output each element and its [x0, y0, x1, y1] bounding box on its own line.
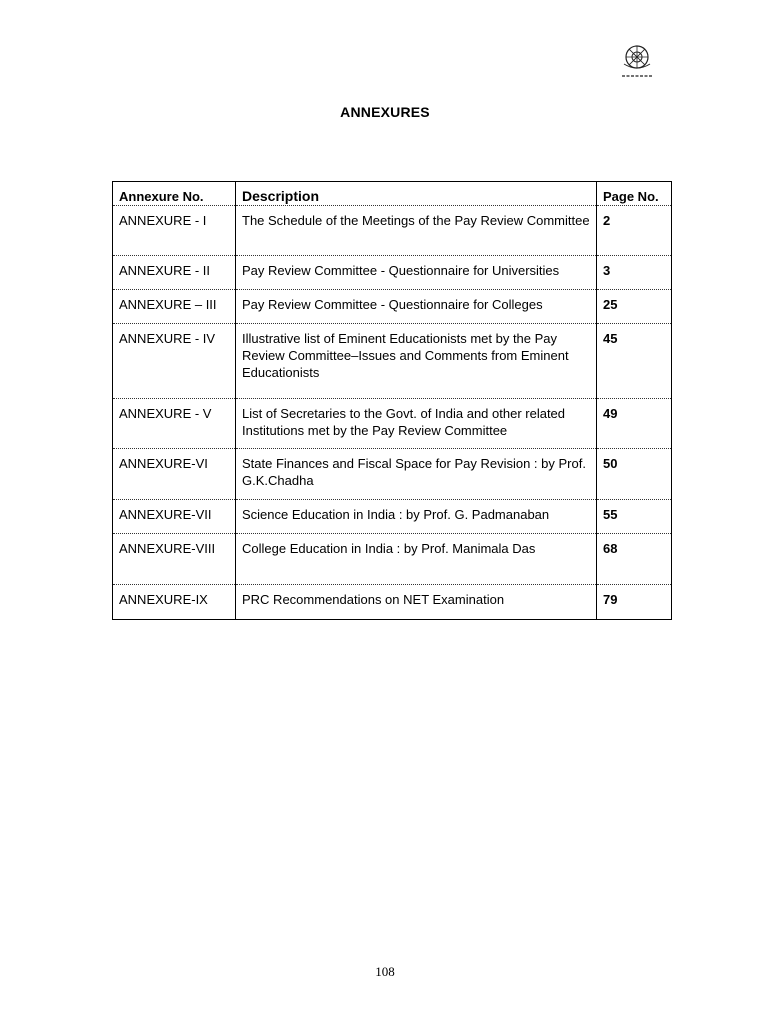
- header-page-no: Page No.: [597, 182, 672, 206]
- annexure-cell: ANNEXURE-IX: [113, 585, 236, 620]
- description-cell: College Education in India : by Prof. Manimala Das: [236, 534, 597, 585]
- table-row: [113, 500, 672, 534]
- table-row: [113, 534, 672, 585]
- table-row: [113, 324, 672, 399]
- description-cell: State Finances and Fiscal Space for Pay Revision : by Prof. G.K.Chadha: [236, 449, 597, 500]
- page-cell: 2: [597, 206, 672, 256]
- description-cell: List of Secretaries to the Govt. of India and other related Institutions met by the Pay Review Committee: [236, 399, 597, 449]
- table-row: [113, 399, 672, 449]
- description-cell: Illustrative list of Eminent Educationists met by the Pay Review Committee–Issues and Comments from Eminent Educationists: [236, 324, 597, 399]
- description-cell: Science Education in India : by Prof. G. Padmanaban: [236, 500, 597, 534]
- header-description: Description: [236, 182, 597, 206]
- annexure-cell: ANNEXURE - I: [113, 206, 236, 256]
- annexure-cell: ANNEXURE-VIII: [113, 534, 236, 585]
- description-cell: PRC Recommendations on NET Examination: [236, 585, 597, 620]
- annexure-cell: ANNEXURE - II: [113, 256, 236, 290]
- description-cell: Pay Review Committee - Questionnaire for Colleges: [236, 290, 597, 324]
- table-row: [113, 585, 672, 620]
- table-row: [113, 206, 672, 256]
- header-annexure-no: Annexure No.: [113, 182, 236, 206]
- ugc-emblem-icon: [612, 42, 662, 82]
- table-row: [113, 449, 672, 500]
- page-cell: 79: [597, 585, 672, 620]
- annexure-cell: ANNEXURE - IV: [113, 324, 236, 399]
- page-cell: 50: [597, 449, 672, 500]
- annexures-table: [112, 181, 672, 620]
- page-title: ANNEXURES: [340, 104, 430, 120]
- description-cell: The Schedule of the Meetings of the Pay Review Committee: [236, 206, 597, 256]
- page-cell: 55: [597, 500, 672, 534]
- table-row: [113, 290, 672, 324]
- page-cell: 45: [597, 324, 672, 399]
- annexure-cell: ANNEXURE – III: [113, 290, 236, 324]
- annexure-cell: ANNEXURE - V: [113, 399, 236, 449]
- table-row: [113, 256, 672, 290]
- page-number: 108: [375, 964, 395, 979]
- description-cell: Pay Review Committee - Questionnaire for Universities: [236, 256, 597, 290]
- page-cell: 49: [597, 399, 672, 449]
- table-header-row: [113, 182, 672, 206]
- annexure-cell: ANNEXURE-VI: [113, 449, 236, 500]
- page-cell: 25: [597, 290, 672, 324]
- annexure-cell: ANNEXURE-VII: [113, 500, 236, 534]
- page-cell: 68: [597, 534, 672, 585]
- page-cell: 3: [597, 256, 672, 290]
